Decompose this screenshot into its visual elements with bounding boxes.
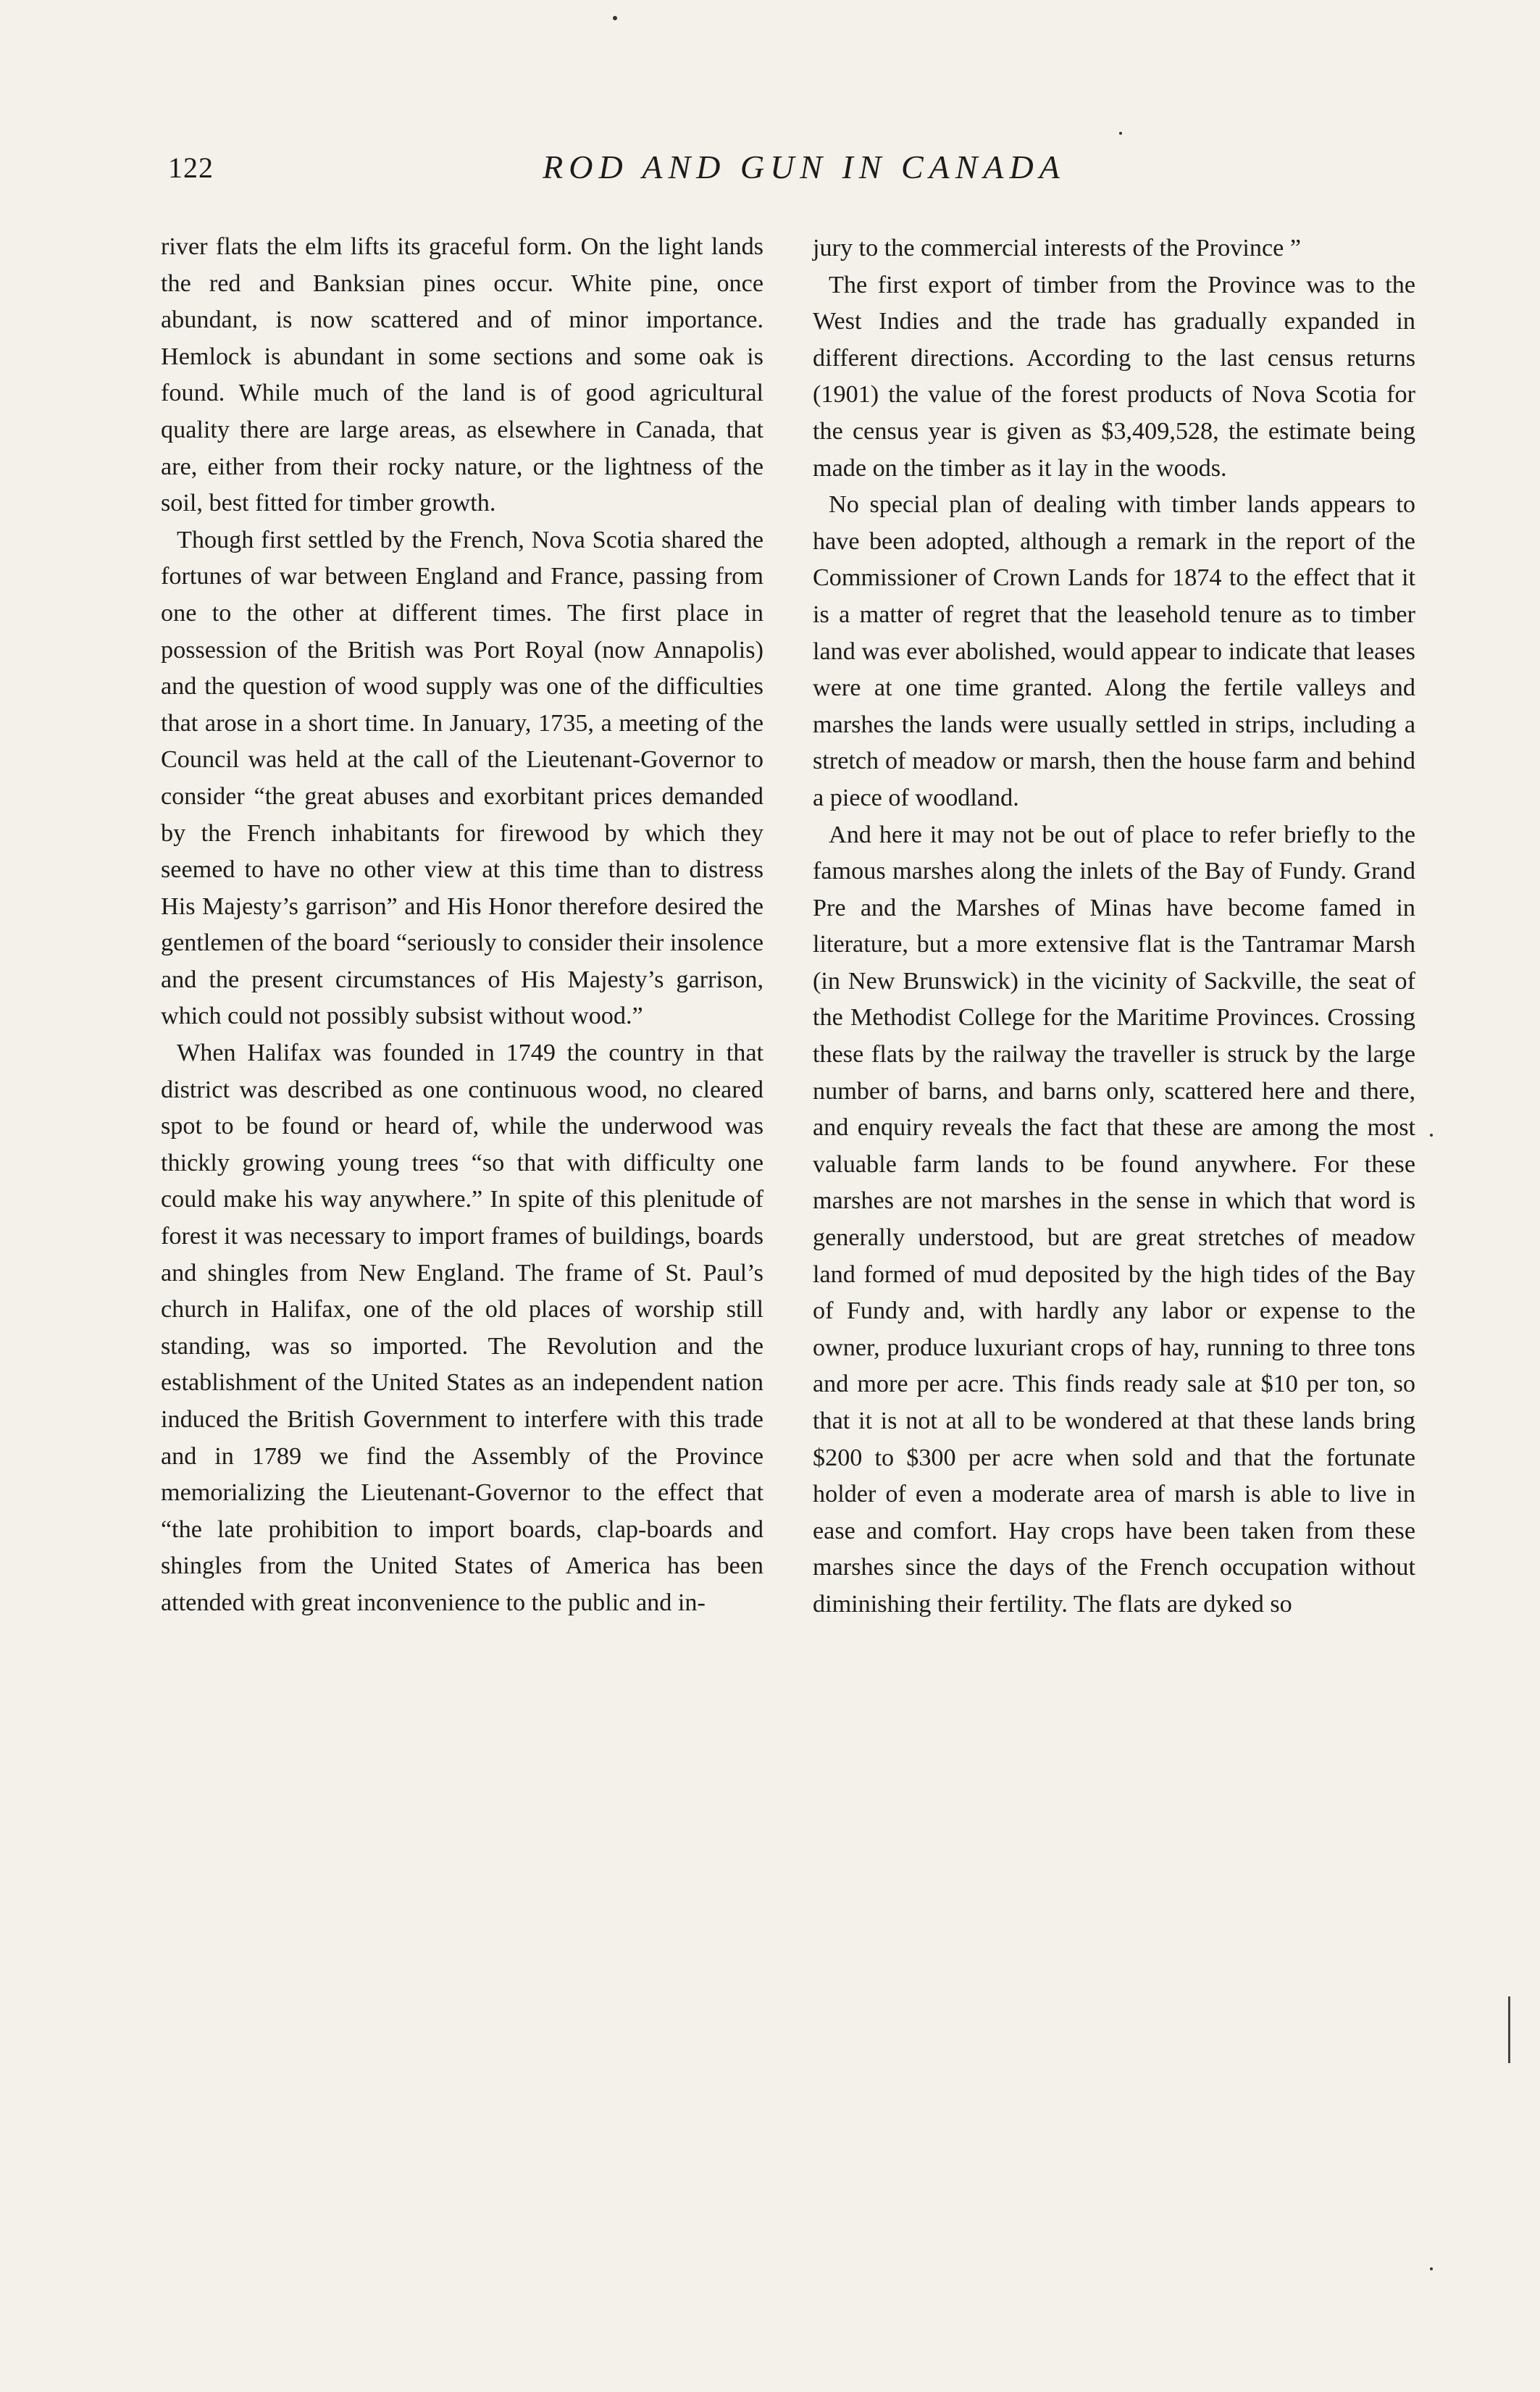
paragraph: river flats the elm lifts its graceful form. On the light lands the red and Banksian pines occur. White pine, once abundant, is now scattered and of minor importance. Hemlock is abundant in some sections and some oak is found. While much of the land is of good agricultural quality there are large areas, as elsewhere in Canada, that are, either from their rocky nature, or the lightness of the soil, best fitted for timber growth. <box>161 233 763 517</box>
print-speck <box>1119 132 1122 135</box>
print-speck <box>1430 2267 1433 2270</box>
margin-mark <box>1508 1996 1510 2063</box>
paragraph: And here it may not be out of place to refer briefly to the famous marshes along the inlets of the Bay of Fundy. Grand Pre and the Marshes of Minas have become famed in literature, but a more extensive flat is the Tantramar Marsh (in New Brunswick) in the vicinity of Sackville, the seat of the Methodist College for the Maritime Provinces. Crossing these flats by the railway the traveller is struck by the large number of barns, and barns only, scattered here and there, and enquiry reveals the fact that these are among the most valuable farm lands to be found anywhere. For these marshes are not marshes in the sense in which that word is generally understood, but are great stretches of meadow land formed of mud deposited by the high tides of the Bay of Fundy and, with hardly any labor or expense to the owner, produce luxuriant crops of hay, running to three tons and more per acre. This finds ready sale at $10 per ton, so that it is not at all to be wondered at that these lands bring $200 to $300 per acre when sold and that the fortunate holder of even a moderate area of marsh is able to live in ease and comfort. Hay crops have been taken from these marshes since the days of the French occupation without diminishing their fertility. The flats are dyked so <box>813 821 1415 1618</box>
paragraph: When Halifax was founded in 1749 the country in that district was described as one continuous wood, no cleared spot to be found or heard of, while the underwood was thickly growing young trees “so that with difficulty one could make his way anywhere.” In spite of this plenitude of forest it was necessary to import frames of buildings, boards and shingles from New England. The frame of St. Paul’s church in Halifax, one of the old places of worship still standing, was so imported. The Revolution and the establishment of the United States as an independent nation induced the British Government to interfere with this trade and in 1789 we find the Assembly of the Province memorializing the Lieutenant-Governor to the effect that “the late prohibition to import boards, clap-boards and shingles from the United States of America has been attended with great inconvenience to the public and in- <box>161 1040 763 1616</box>
page-number: 122 <box>168 151 214 184</box>
paragraph: The first export of timber from the Province was to the West Indies and the trade has gradually expanded in different directions. According to the last census returns (1901) the value of the forest products of Nova Scotia for the census year is given as $3,409,528, the estimate being made on the timber as it lay in the woods. <box>813 271 1415 482</box>
paragraph: Though first settled by the French, Nova Scotia shared the fortunes of war between England and France, passing from one to the other at different times. The first place in possession of the British was Port Royal (now Annapolis) and the question of wood supply was one of the difficulties that arose in a short time. In January, 1735, a meeting of the Council was held at the call of the Lieutenant-Governor to consider “the great abuses and exorbitant prices demanded by the French inhabitants for firewood by which they seemed to have no other view at this time than to distress His Majesty’s garrison” and His Honor therefore desired the gentlemen of the board “seriously to consider their insolence and the present circumstances of His Majesty’s garrison, which could not possibly subsist without wood.” <box>161 526 763 1030</box>
print-speck <box>1430 1134 1433 1137</box>
left-column <box>161 229 763 1622</box>
paragraph: jury to the commercial interests of the Province ” <box>813 235 1302 262</box>
print-speck <box>613 16 617 20</box>
running-title: ROD AND GUN IN CANADA <box>543 149 1066 185</box>
paragraph: No special plan of dealing with timber lands appears to have been adopted, although a remark in the report of the Commissioner of Crown Lands for 1874 to the effect that it is a matter of regret that the leasehold tenure as to timber land was ever abolished, would appear to indicate that leases were at one time granted. Along the fertile valleys and marshes the lands were usually settled in strips, including a stretch of meadow or marsh, then the house farm and behind a piece of woodland. <box>813 491 1415 811</box>
right-column <box>813 230 1415 1623</box>
